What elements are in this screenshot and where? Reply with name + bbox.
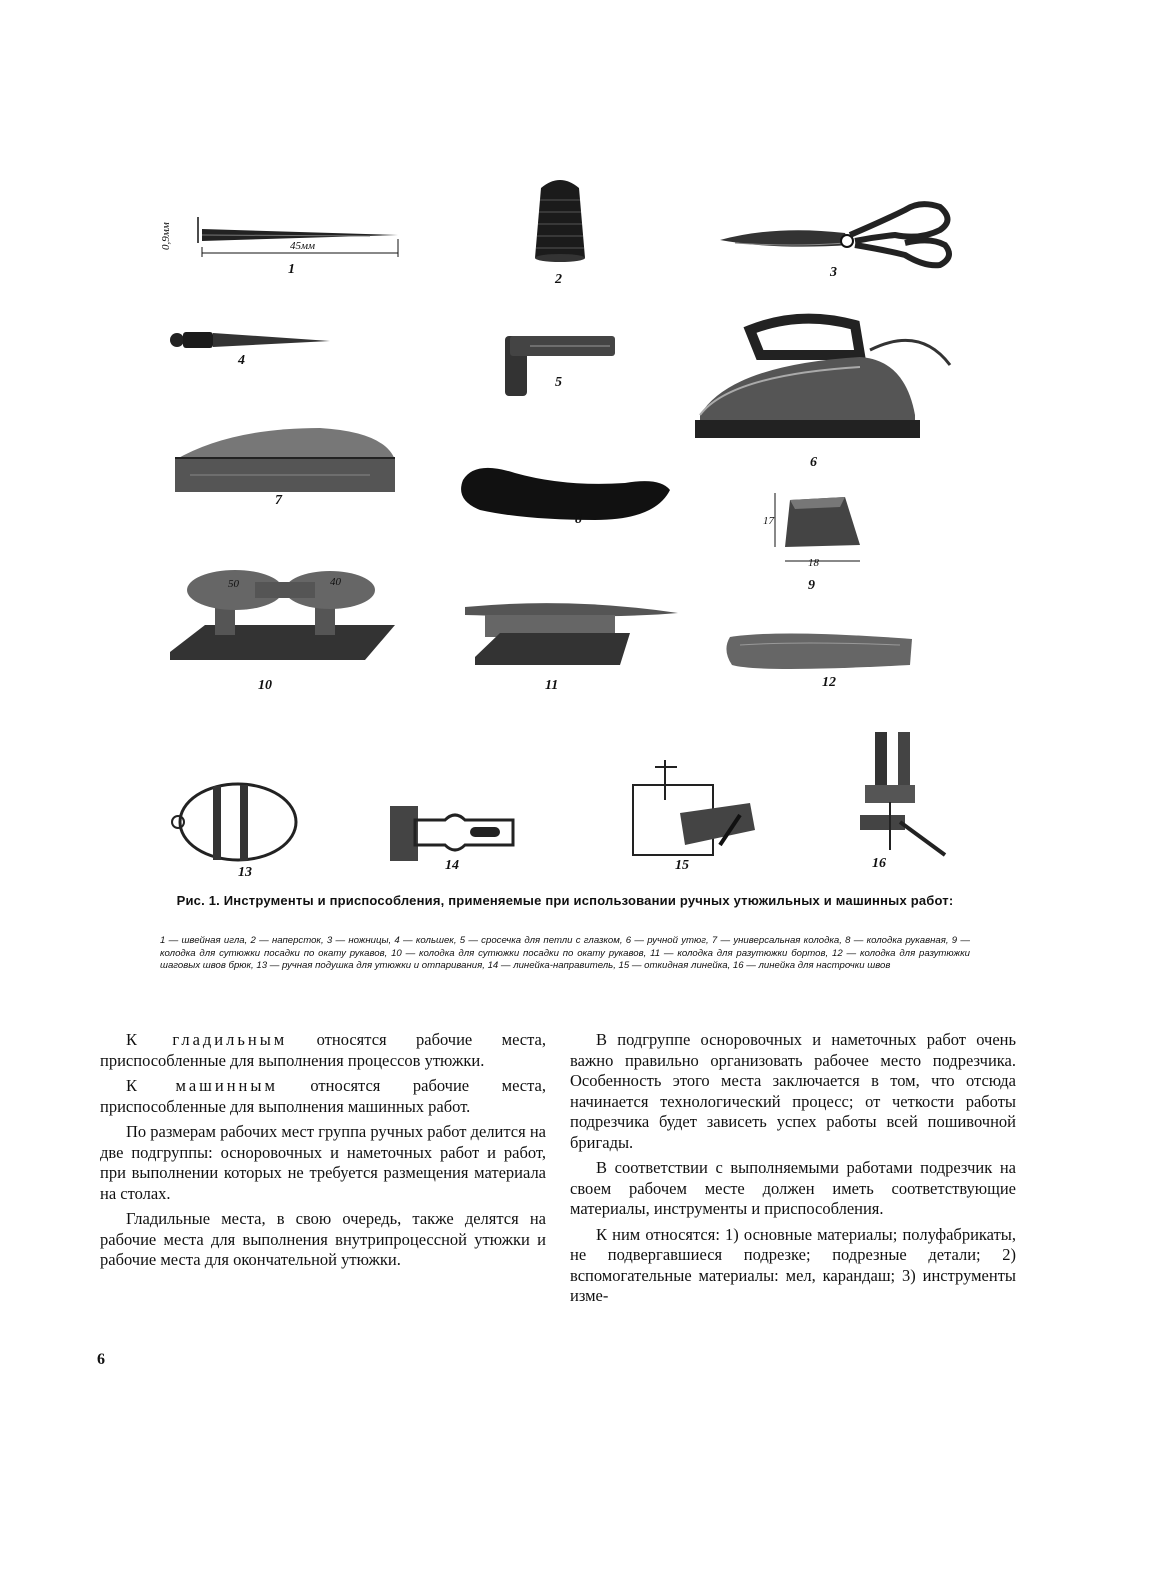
scissors-illustration <box>715 195 960 280</box>
universal-block-illustration <box>170 420 405 495</box>
needle-illustration <box>170 195 410 265</box>
label-4: 4 <box>238 353 245 368</box>
label-1: 1 <box>288 262 295 277</box>
paragraph: В подгруппе осноровочных и наметочных работ очень важно правильно организовать рабочее место подрезчика. Особенность этого места заключается в том, что отсюда начинается технологический процесс; от четкости работы подрезчика будет зависеть успех работы всей пошивочной бригады. <box>570 1030 1016 1152</box>
needle-length-dim: 45мм <box>290 240 316 252</box>
stitching-ruler-illustration <box>850 730 960 860</box>
block-height-dim: 17 <box>763 515 774 527</box>
label-3: 3 <box>830 265 837 280</box>
thimble-illustration <box>515 170 605 265</box>
spaced-term: К гладильным <box>126 1030 288 1049</box>
label-7: 7 <box>275 493 282 508</box>
label-13: 13 <box>238 865 252 880</box>
label-10: 10 <box>258 678 272 693</box>
label-14: 14 <box>445 858 459 873</box>
label-8: 8 <box>575 512 582 527</box>
cushion-left-dim: 50 <box>228 578 239 590</box>
hand-cushion-illustration <box>168 780 303 865</box>
paragraph: Гладильные места, в свою очередь, также делятся на рабочие места для выполнения внутрипроцессной утюжки и рабочие места для окончательной утюжки. <box>100 1209 546 1269</box>
paragraph-text: относятся рабочие места, приспособленные для выполнения машинных работ. <box>100 1076 546 1116</box>
label-6: 6 <box>810 455 817 470</box>
figure-caption-legend: 1 — швейная игла, 2 — наперсток, 3 — ножницы, 4 — кольшек, 5 — сросечка для петли с глазком, 6 — ручной утюг, 7 — универсальная колодка, 8 — колодка рукавная, 9 — колодка для сутюжки посадки по окату рукавов, 10 — колодка для сутюжки посадки по окату рукавов, 11 — колодка для разутюжки бортов, 12 — колодка для разутюжки шаговых швов брюк, 13 — ручная подушка для утюжки и отпаривания, 14 — линейка-направитель, 15 — откидная линейка, 16 — линейка для настрочки швов <box>160 935 970 971</box>
label-2: 2 <box>555 272 562 287</box>
lapel-block-illustration <box>460 595 685 670</box>
label-12: 12 <box>822 675 836 690</box>
block-width-dim: 18 <box>808 557 819 569</box>
hand-iron-illustration <box>690 305 960 455</box>
spaced-term: К машинным <box>126 1076 278 1095</box>
sleeve-block-illustration <box>455 455 680 530</box>
paragraph <box>100 1030 546 1071</box>
right-column <box>570 1030 1016 1312</box>
cushion-right-dim: 40 <box>330 576 341 588</box>
figure-caption-title: Рис. 1. Инструменты и приспособления, применяемые при использовании ручных утюжильных и машинных работ: <box>176 893 954 908</box>
label-5: 5 <box>555 375 562 390</box>
label-11: 11 <box>545 678 559 693</box>
paragraph: По размерам рабочих мест группа ручных работ делится на две подгруппы: осноровочных и наметочных работ и работ, при выполнении которых не требуется размещения материала на столах. <box>100 1122 546 1203</box>
label-9: 9 <box>808 578 815 593</box>
needle-width-dim: 0,9мм <box>160 222 172 250</box>
double-cushion-block-illustration <box>165 560 400 670</box>
label-15: 15 <box>675 858 689 873</box>
awl-illustration <box>165 320 335 360</box>
page-number: 6 <box>97 1351 105 1368</box>
paragraph-text: относятся рабочие места, приспособленные для выполнения процессов утюжки. <box>100 1030 546 1070</box>
paragraph: К ним относятся: 1) основные материалы; полуфабрикаты, не подвергавшиеся подрезке; подрезные детали; 2) вспомогательные материалы: мел, карандаш; 3) инструменты изме- <box>570 1224 1016 1305</box>
guide-ruler-illustration <box>385 800 520 865</box>
paragraph: В соответствии с выполняемыми работами подрезчик на своем рабочем месте должен иметь соответствующие материалы, инструменты и приспособления. <box>570 1158 1016 1218</box>
folding-ruler-illustration <box>625 755 765 865</box>
label-16: 16 <box>872 856 886 871</box>
left-column <box>100 1030 546 1276</box>
paragraph <box>100 1076 546 1117</box>
trouser-seam-block-illustration <box>720 625 920 675</box>
